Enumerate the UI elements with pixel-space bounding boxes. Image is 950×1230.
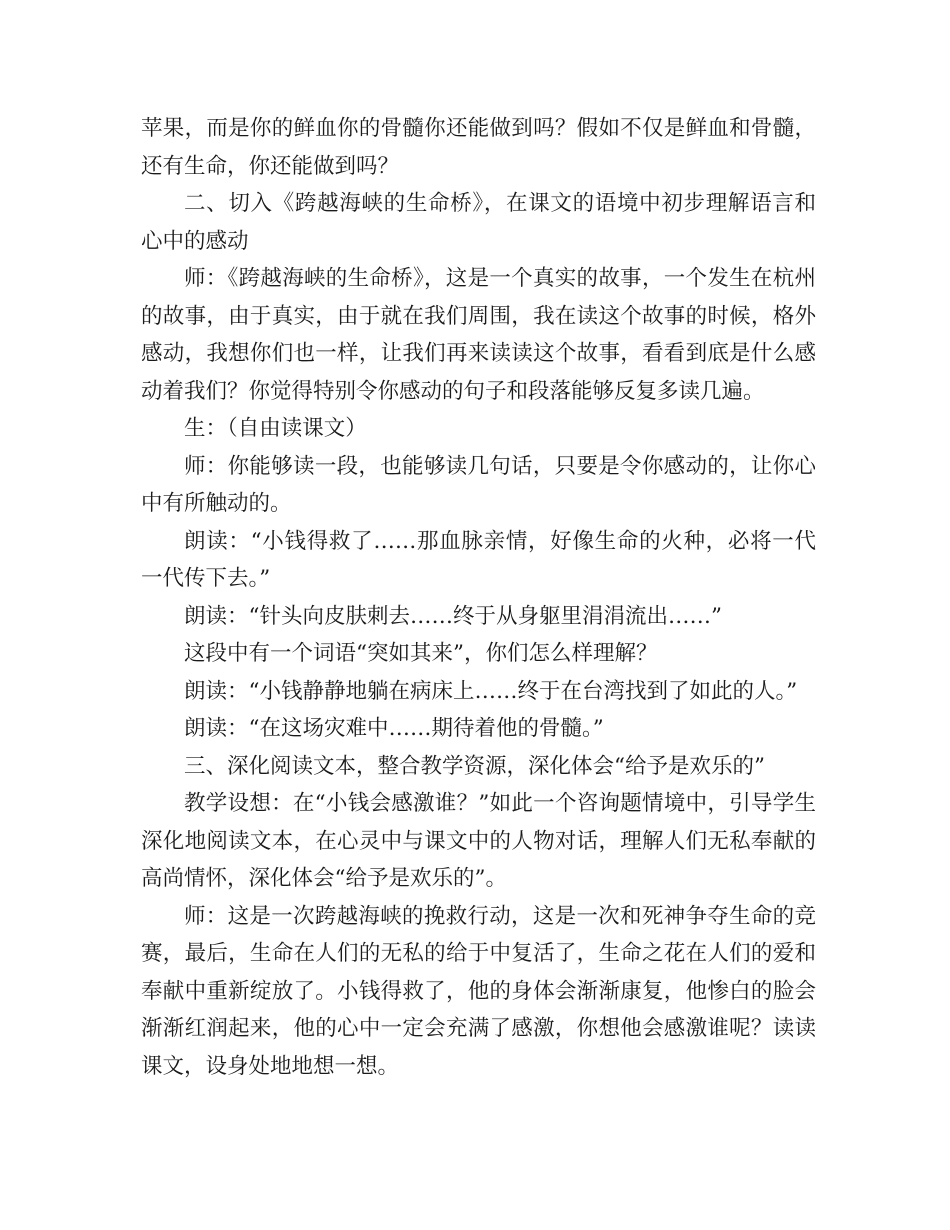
paragraph-continuation: 苹果，而是你的鲜血你的骨髓你还能做到吗？假如不仅是鲜血和骨髓，还有生命，你还能做到吗？ bbox=[141, 116, 816, 179]
question-paragraph: 这段中有一个词语“突如其来”，你们怎么样理解？ bbox=[184, 641, 658, 666]
reading-paragraph: 朗读：“在这场灾难中……期待着他的骨髓。” bbox=[184, 716, 604, 741]
reading-paragraph: 朗读：“小钱静静地躺在病床上……终于在台湾找到了如此的人。” bbox=[184, 678, 798, 704]
reading-paragraph: 朗读：“小钱得救了……那血脉亲情，好像生命的火种，必将一代一代传下去。” bbox=[141, 528, 816, 591]
document-page bbox=[141, 110, 816, 1085]
section-heading-3: 三、深化阅读文本，整合教学资源，深化体会“给予是欢乐的” bbox=[184, 753, 765, 779]
student-paragraph: 生：（自由读课文） bbox=[184, 416, 367, 441]
teacher-paragraph: 师：你能够读一段，也能够读几句话，只要是令你感动的，让你心中有所触动的。 bbox=[141, 453, 816, 516]
section-heading-2: 二、切入《跨越海峡的生命桥》，在课文的语境中初步理解语言和心中的感动 bbox=[141, 191, 816, 254]
teacher-paragraph: 师：《跨越海峡的生命桥》，这是一个真实的故事，一个发生在杭州的故事，由于真实，由于就在我们周围，我在读这个故事的时候，格外感动，我想你们也一样，让我们再来读读这个故事，看看到底是什么感动着我们？你觉得特别令你感动的句子和段落能够反复多读几遍。 bbox=[141, 266, 816, 404]
reading-paragraph: 朗读：“针头向皮肤刺去……终于从身躯里涓涓流出……” bbox=[184, 603, 722, 629]
teaching-idea-paragraph: 教学设想：在“小钱会感激谁？”如此一个咨询题情境中，引导学生深化地阅读文本，在心灵中与课文中的人物对话，理解人们无私奉献的高尚情怀，深化体会“给予是欢乐的”。 bbox=[141, 791, 816, 891]
teacher-paragraph: 师：这是一次跨越海峡的挽救行动，这是一次和死神争夺生命的竞赛，最后，生命在人们的无私的给于中复活了，生命之花在人们的爱和奉献中重新绽放了。小钱得救了，他的身体会渐渐康复，他惨白的脸会渐渐红润起来，他的心中一定会充满了感激，你想他会感激谁呢？读读课文，设身处地地想一想。 bbox=[141, 903, 816, 1079]
